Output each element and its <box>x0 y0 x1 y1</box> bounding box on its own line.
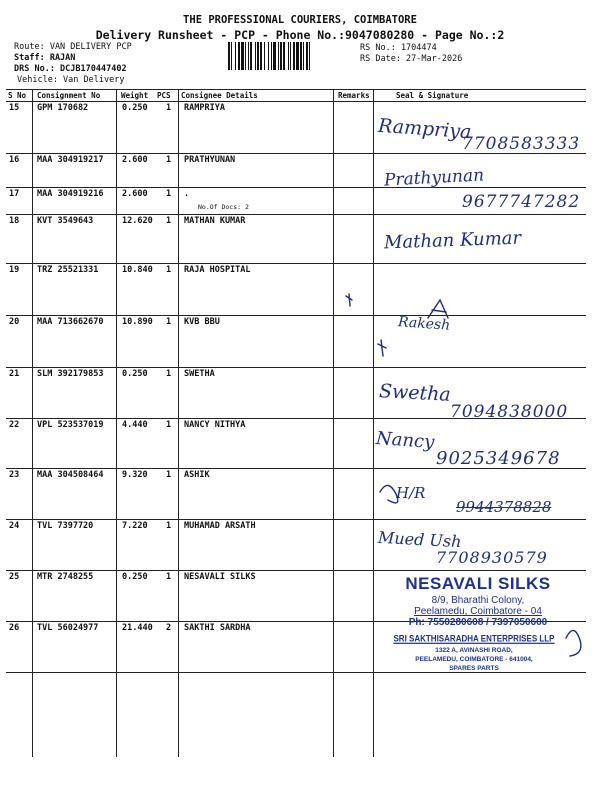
row-pcs: 1 <box>166 420 172 430</box>
signature-23-name: H/R <box>396 484 426 502</box>
nesavali-silks-stamp <box>388 574 568 628</box>
stamp-address-2: Peelamedu, Coimbatore - 04 <box>414 606 542 617</box>
route-label: Route: VAN DELIVERY PCP <box>14 42 132 52</box>
stamp2-address-1: 1322 A, AVINASHI ROAD, <box>435 647 513 654</box>
scribble-20-a <box>428 300 448 318</box>
row-weight: 0.250 <box>122 103 148 113</box>
drs-label: DRS No.: DCJB170447402 <box>14 64 127 74</box>
row-consignment: SLM 392179853 <box>37 369 104 379</box>
scribble-23-mark <box>380 485 398 502</box>
row-consignee: SWETHA <box>184 369 215 379</box>
stamp-address-1: 8/9, Bharathi Colony, <box>431 595 525 606</box>
row-consignment: MAA 304919217 <box>37 155 104 165</box>
row-consignment: TVL 7397720 <box>37 521 94 531</box>
row-consignee: ASHIK <box>184 470 210 480</box>
col-consignment: Consignment No <box>37 91 101 100</box>
stamp-phone: Ph: 7550280608 / 7397050600 <box>408 617 548 628</box>
col-remarks: Remarks <box>338 91 370 100</box>
row-pcs: 1 <box>166 216 172 226</box>
signature-15-name: Rampriya <box>377 114 473 144</box>
row-weight: 4.440 <box>122 420 148 430</box>
row-consignee: SAKTHI SARDHA <box>184 623 251 633</box>
row-pcs: 1 <box>166 369 172 379</box>
row-weight: 2.600 <box>122 155 148 165</box>
row-pcs: 1 <box>166 470 172 480</box>
row-consignment: GPM 170682 <box>37 103 89 113</box>
runsheet-subtitle: Delivery Runsheet - PCP - Phone No.:9047080280 - Page No.:2 <box>95 28 505 42</box>
signature-24-name: Mued Ush <box>377 527 462 552</box>
row-sno: 22 <box>9 420 20 430</box>
row-sno: 26 <box>9 623 20 633</box>
row-consignment: KVT 3549643 <box>37 216 94 226</box>
row-consignee: RAMPRIYA <box>184 103 225 113</box>
col-seal: Seal & Signature <box>396 91 469 100</box>
col-weight: Weight <box>121 91 149 100</box>
signature-23-phone: 9944378828 <box>456 498 552 516</box>
col-consignee: Consignee Details <box>181 91 258 100</box>
signature-22-phone: 9025349678 <box>436 448 561 469</box>
signature-15-phone: 7708583333 <box>462 134 581 154</box>
row-sno: 15 <box>9 103 20 113</box>
staff-label: Staff: RAJAN <box>14 53 76 63</box>
stamp2-address-2: PEELAMEDU, COIMBATORE - 641004, <box>415 656 533 663</box>
row-pcs: 1 <box>166 189 172 199</box>
row-consignment: TRZ 25521331 <box>37 265 99 275</box>
row-consignee: MUHAMAD ARSATH <box>184 521 256 531</box>
signature-21-name: Swetha <box>378 380 452 406</box>
row-sno: 24 <box>9 521 20 531</box>
row-consignment: MTR 2748255 <box>37 572 94 582</box>
scribble-19-tick <box>346 294 352 306</box>
row-sno: 19 <box>9 265 20 275</box>
sakthisaradha-stamp <box>370 634 578 672</box>
row-pcs: 1 <box>166 155 172 165</box>
signature-24-phone: 7708930579 <box>436 548 548 567</box>
row-consignee: RAJA HOSPITAL <box>184 265 251 275</box>
row-sno: 17 <box>9 189 20 199</box>
stamp2-company-name: SRI SAKTHISARADHA ENTERPRISES LLP <box>393 633 555 644</box>
row-weight: 10.890 <box>122 317 153 327</box>
vehicle-label: Vehicle: Van Delivery <box>17 75 125 85</box>
stamp-company-name: NESAVALI SILKS <box>405 574 551 593</box>
row-consignee: NESAVALI SILKS <box>184 572 256 582</box>
row-weight: 12.620 <box>122 216 153 226</box>
signature-16-phone: 9677747282 <box>462 192 581 212</box>
row-consignee: NANCY NITHYA <box>184 420 246 430</box>
col-sno: S No <box>8 91 27 100</box>
row-sno: 25 <box>9 572 20 582</box>
row-sno: 16 <box>9 155 20 165</box>
row-weight: 2.600 <box>122 189 148 199</box>
row-pcs: 2 <box>166 623 172 633</box>
row-pcs: 1 <box>166 317 172 327</box>
rs-date: RS Date: 27-Mar-2026 <box>360 54 463 64</box>
row-consignee: MATHAN KUMAR <box>184 216 246 226</box>
row-consignee: PRATHYUNAN <box>184 155 236 165</box>
signature-16-name: Prathyunan <box>383 165 485 191</box>
row-sno: 21 <box>9 369 20 379</box>
row-weight: 21.440 <box>122 623 153 633</box>
signature-18-name: Mathan Kumar <box>383 227 522 254</box>
row-pcs: 1 <box>166 265 172 275</box>
row-weight: 7.220 <box>122 521 148 531</box>
row-weight: 0.250 <box>122 369 148 379</box>
row-weight: 10.840 <box>122 265 153 275</box>
row-weight: 0.250 <box>122 572 148 582</box>
row-consignment: MAA 713662670 <box>37 317 104 327</box>
row-consignee: . <box>184 189 190 199</box>
row-weight: 9.320 <box>122 470 148 480</box>
stamp2-parts: SPARES PARTS <box>449 665 499 672</box>
row-consignment: MAA 304919216 <box>37 189 104 199</box>
row-note: No.Of Docs: 2 <box>198 203 249 211</box>
col-pcs: PCS <box>157 91 171 100</box>
company-title: THE PROFESSIONAL COURIERS, COIMBATORE <box>183 14 417 26</box>
row-consignment: VPL 523537019 <box>37 420 104 430</box>
row-pcs: 1 <box>166 521 172 531</box>
row-pcs: 1 <box>166 572 172 582</box>
row-pcs: 1 <box>166 103 172 113</box>
row-consignment: MAA 304508464 <box>37 470 104 480</box>
row-consignment: TVL 56024977 <box>37 623 99 633</box>
row-consignee: KVB BBU <box>184 317 220 327</box>
rs-number: RS No.: 1704474 <box>360 43 437 53</box>
row-sno: 23 <box>9 470 20 480</box>
signature-22-name: Nancy <box>375 427 435 454</box>
row-sno: 18 <box>9 216 20 226</box>
row-sno: 20 <box>9 317 20 327</box>
scribble-20-tick <box>378 340 386 356</box>
signature-20-name: Rakesh <box>397 314 451 334</box>
signature-21-phone: 7094838000 <box>450 402 569 422</box>
